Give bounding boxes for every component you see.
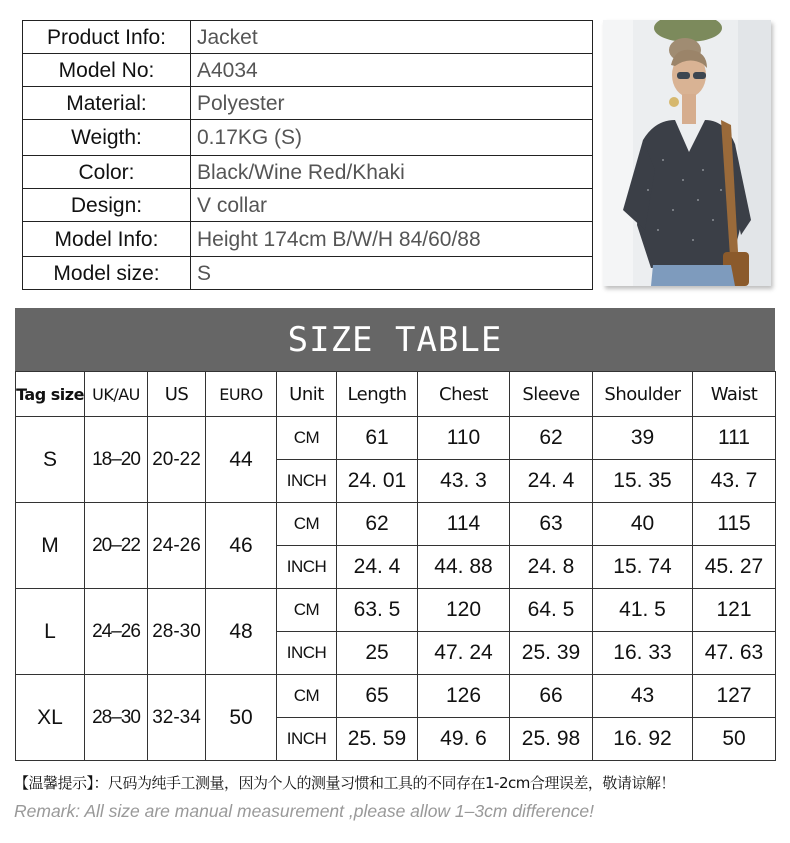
header-uk-au: UK/AU	[85, 372, 148, 417]
unit-cm: CM	[277, 675, 337, 718]
tag-size: XL	[16, 675, 85, 761]
euro-size: 48	[206, 589, 277, 675]
sleeve-value: 25. 98	[510, 718, 593, 761]
length-value: 61	[337, 417, 418, 460]
header-tag-size: Tag size	[16, 372, 85, 417]
sleeve-value: 25. 39	[510, 632, 593, 675]
waist-value: 115	[693, 503, 776, 546]
sleeve-value: 64. 5	[510, 589, 593, 632]
sleeve-value: 66	[510, 675, 593, 718]
info-row-model-no	[23, 54, 593, 87]
shoulder-value: 41. 5	[593, 589, 693, 632]
info-value: 0.17KG (S)	[191, 120, 593, 156]
model-photo	[603, 20, 771, 286]
length-value: 25	[337, 632, 418, 675]
info-label: Material:	[23, 87, 191, 120]
uk-au-size: 28–30	[85, 675, 148, 761]
tag-size: M	[16, 503, 85, 589]
euro-size: 44	[206, 417, 277, 503]
tag-size: S	[16, 417, 85, 503]
info-value: Polyester	[191, 87, 593, 120]
waist-value: 47. 63	[693, 632, 776, 675]
table-row	[16, 503, 776, 546]
info-label: Color:	[23, 156, 191, 189]
tag-size: L	[16, 589, 85, 675]
waist-value: 50	[693, 718, 776, 761]
unit-inch: INCH	[277, 546, 337, 589]
uk-au-size: 20–22	[85, 503, 148, 589]
model-photo-illustration	[603, 20, 771, 286]
chest-value: 120	[418, 589, 510, 632]
unit-cm: CM	[277, 417, 337, 460]
waist-value: 43. 7	[693, 460, 776, 503]
info-row-product	[23, 21, 593, 54]
info-row-material	[23, 87, 593, 120]
chest-value: 49. 6	[418, 718, 510, 761]
sleeve-value: 24. 4	[510, 460, 593, 503]
notes-section	[14, 772, 675, 822]
shoulder-value: 15. 35	[593, 460, 693, 503]
size-table	[15, 371, 776, 761]
info-row-weight	[23, 120, 593, 156]
table-row	[16, 417, 776, 460]
length-value: 24. 4	[337, 546, 418, 589]
length-value: 65	[337, 675, 418, 718]
shoulder-value: 16. 33	[593, 632, 693, 675]
info-label: Product Info:	[23, 21, 191, 54]
header-waist: Waist	[693, 372, 776, 417]
info-row-model-size	[23, 257, 593, 290]
waist-value: 127	[693, 675, 776, 718]
header-unit: Unit	[277, 372, 337, 417]
header-us: US	[148, 372, 206, 417]
shoulder-value: 39	[593, 417, 693, 460]
info-label: Model size:	[23, 257, 191, 290]
shoulder-value: 15. 74	[593, 546, 693, 589]
us-size: 28-30	[148, 589, 206, 675]
length-value: 25. 59	[337, 718, 418, 761]
chest-value: 47. 24	[418, 632, 510, 675]
product-info-table	[22, 20, 593, 290]
english-remark: Remark: All size are manual measurement ,please allow 1–3cm difference!	[14, 801, 595, 821]
info-value: S	[191, 257, 593, 290]
header-shoulder: Shoulder	[593, 372, 693, 417]
info-label: Model No:	[23, 54, 191, 87]
info-value: V collar	[191, 189, 593, 222]
unit-cm: CM	[277, 503, 337, 546]
info-label: Weigth:	[23, 120, 191, 156]
sleeve-value: 63	[510, 503, 593, 546]
length-value: 62	[337, 503, 418, 546]
info-row-color	[23, 156, 593, 189]
header-euro: EURO	[206, 372, 277, 417]
info-row-design	[23, 189, 593, 222]
uk-au-size: 24–26	[85, 589, 148, 675]
unit-cm: CM	[277, 589, 337, 632]
table-row	[16, 589, 776, 632]
length-value: 24. 01	[337, 460, 418, 503]
chest-value: 43. 3	[418, 460, 510, 503]
table-row	[16, 675, 776, 718]
chest-value: 114	[418, 503, 510, 546]
unit-inch: INCH	[277, 460, 337, 503]
euro-size: 50	[206, 675, 277, 761]
chest-value: 44. 88	[418, 546, 510, 589]
chinese-note: 【温馨提示】：尺码为纯手工测量，因为个人的测量习惯和工具的不同存在1-2cm合理误差，敬请谅解！	[14, 774, 675, 792]
header-length: Length	[337, 372, 418, 417]
length-value: 63. 5	[337, 589, 418, 632]
info-row-model-info	[23, 222, 593, 257]
us-size: 24-26	[148, 503, 206, 589]
shoulder-value: 16. 92	[593, 718, 693, 761]
header-sleeve: Sleeve	[510, 372, 593, 417]
uk-au-size: 18–20	[85, 417, 148, 503]
info-value: Jacket	[191, 21, 593, 54]
sleeve-value: 24. 8	[510, 546, 593, 589]
euro-size: 46	[206, 503, 277, 589]
size-table-title: SIZE TABLE	[15, 308, 775, 371]
info-label: Model Info:	[23, 222, 191, 257]
us-size: 20-22	[148, 417, 206, 503]
unit-inch: INCH	[277, 632, 337, 675]
sleeve-value: 62	[510, 417, 593, 460]
waist-value: 45. 27	[693, 546, 776, 589]
chest-value: 110	[418, 417, 510, 460]
shoulder-value: 43	[593, 675, 693, 718]
us-size: 32-34	[148, 675, 206, 761]
chest-value: 126	[418, 675, 510, 718]
unit-inch: INCH	[277, 718, 337, 761]
info-value: Height 174cm B/W/H 84/60/88	[191, 222, 593, 257]
waist-value: 121	[693, 589, 776, 632]
info-value: Black/Wine Red/Khaki	[191, 156, 593, 189]
shoulder-value: 40	[593, 503, 693, 546]
info-value: A4034	[191, 54, 593, 87]
header-chest: Chest	[418, 372, 510, 417]
info-label: Design:	[23, 189, 191, 222]
size-table-header	[16, 372, 776, 417]
waist-value: 111	[693, 417, 776, 460]
